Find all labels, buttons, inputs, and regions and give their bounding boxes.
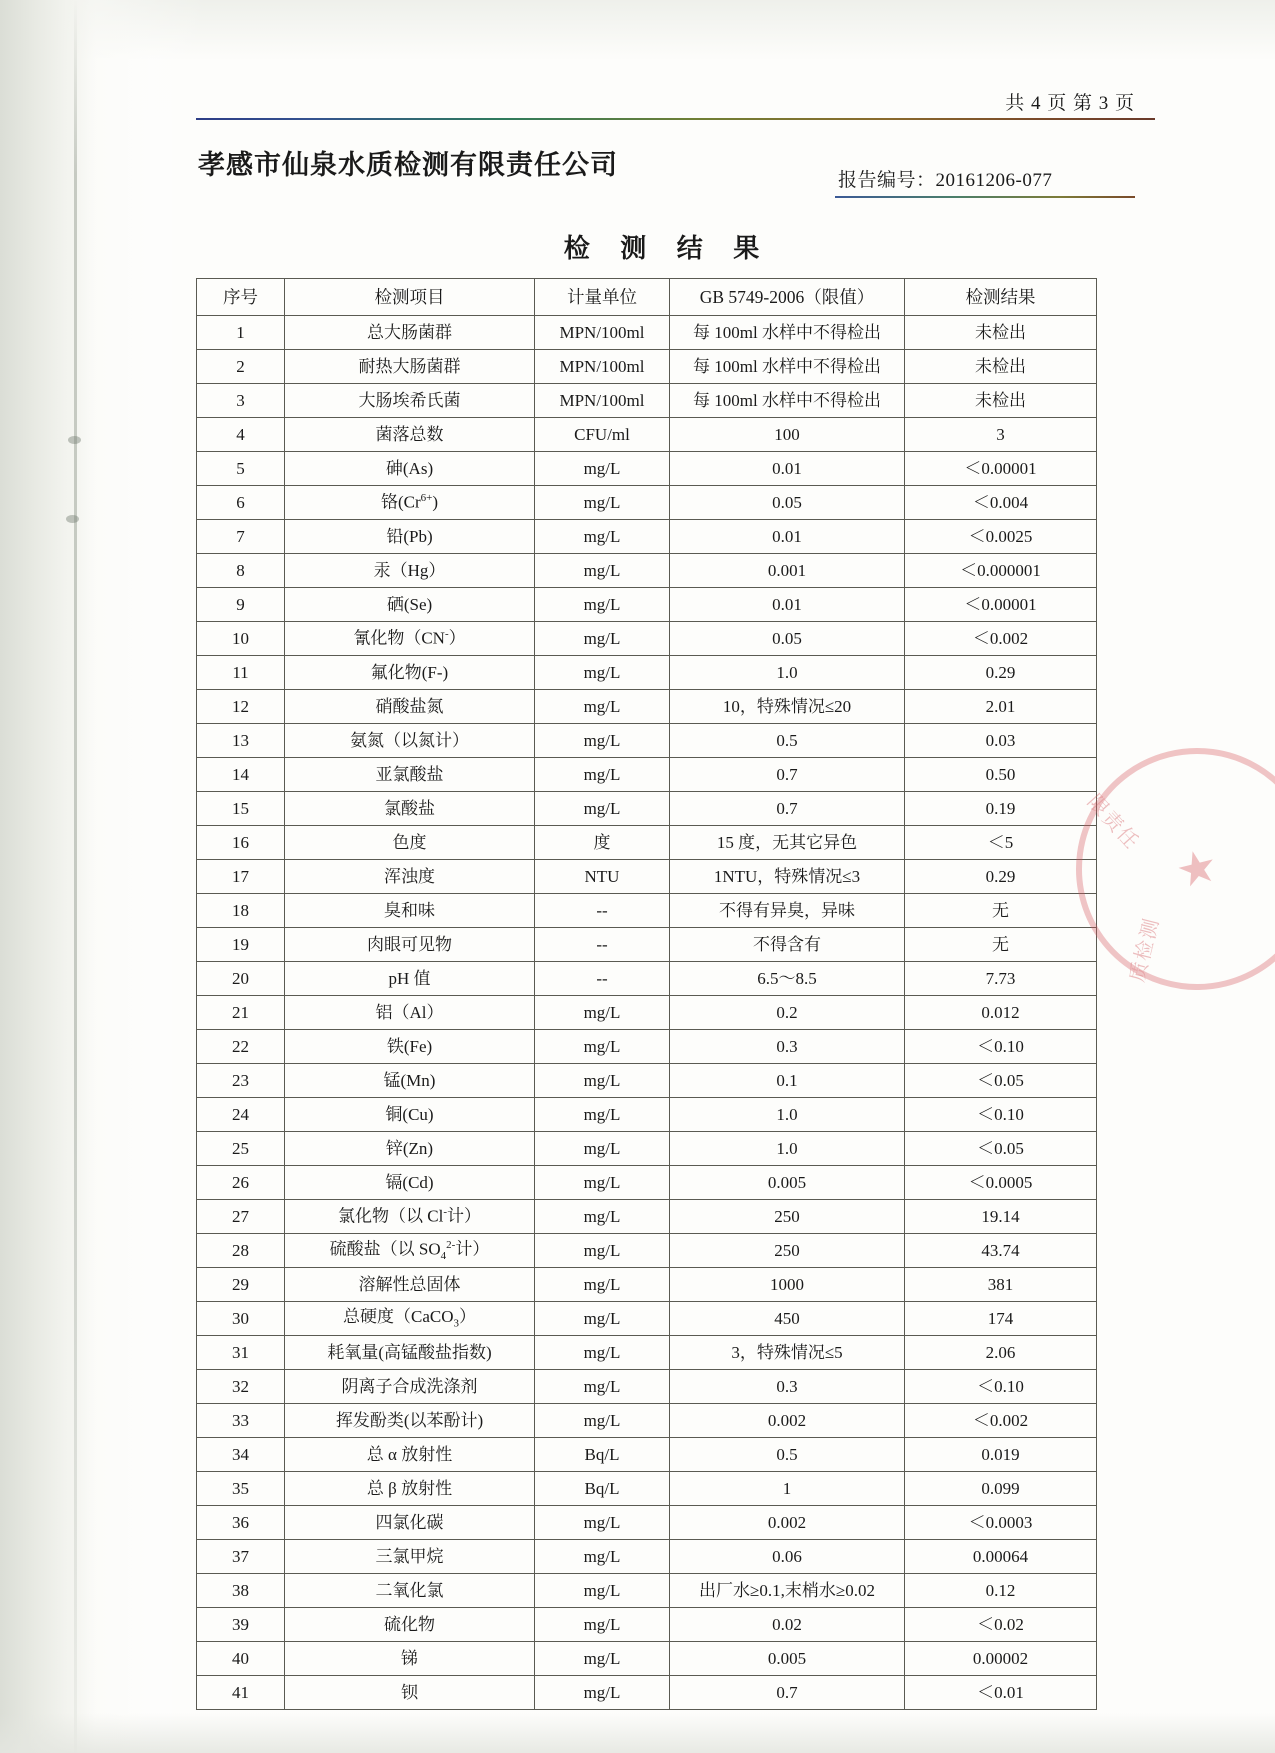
cell-unit: mg/L <box>535 1574 670 1608</box>
test-results-table <box>196 278 1097 1710</box>
table-row <box>197 724 1097 758</box>
table-row <box>197 1506 1097 1540</box>
cell-no: 28 <box>197 1234 285 1268</box>
cell-no: 40 <box>197 1642 285 1676</box>
cell-no: 35 <box>197 1472 285 1506</box>
cell-unit: mg/L <box>535 1132 670 1166</box>
scan-artifact-mark <box>68 436 81 444</box>
cell-item: 钡 <box>285 1676 535 1710</box>
cell-no: 14 <box>197 758 285 792</box>
cell-result: ＜0.002 <box>905 622 1097 656</box>
table-row <box>197 792 1097 826</box>
table-row <box>197 1166 1097 1200</box>
cell-item: 硫酸盐（以 $SO_4^{2-}$计） <box>285 1234 535 1268</box>
cell-item: 锌(Zn) <box>285 1132 535 1166</box>
cell-item: 氯酸盐 <box>285 792 535 826</box>
cell-result: ＜0.0003 <box>905 1506 1097 1540</box>
table-row <box>197 928 1097 962</box>
cell-unit: -- <box>535 962 670 996</box>
table-row <box>197 656 1097 690</box>
cell-item: 铬$(Cr^{6+})$ <box>285 486 535 520</box>
cell-unit: CFU/ml <box>535 418 670 452</box>
cell-item: 砷(As) <box>285 452 535 486</box>
table-row <box>197 1404 1097 1438</box>
cell-unit: mg/L <box>535 486 670 520</box>
cell-item: 铁(Fe) <box>285 1030 535 1064</box>
table-row <box>197 452 1097 486</box>
cell-result: 未检出 <box>905 384 1097 418</box>
table-row <box>197 894 1097 928</box>
cell-no: 21 <box>197 996 285 1030</box>
cell-unit: mg/L <box>535 1064 670 1098</box>
cell-no: 27 <box>197 1200 285 1234</box>
cell-no: 8 <box>197 554 285 588</box>
cell-result: 2.06 <box>905 1336 1097 1370</box>
cell-no: 19 <box>197 928 285 962</box>
cell-no: 30 <box>197 1302 285 1336</box>
cell-item: 耐热大肠菌群 <box>285 350 535 384</box>
cell-limit: 0.3 <box>670 1030 905 1064</box>
cell-result: 0.012 <box>905 996 1097 1030</box>
cell-limit: 1NTU，特殊情况≤3 <box>670 860 905 894</box>
cell-unit: mg/L <box>535 792 670 826</box>
cell-unit: mg/L <box>535 1302 670 1336</box>
stamp-star-icon: ★ <box>1170 838 1224 899</box>
cell-result: 0.29 <box>905 656 1097 690</box>
official-stamp <box>1070 740 1275 990</box>
cell-item: 硝酸盐氮 <box>285 690 535 724</box>
cell-no: 24 <box>197 1098 285 1132</box>
cell-unit: mg/L <box>535 996 670 1030</box>
cell-unit: mg/L <box>535 1404 670 1438</box>
cell-item: 溶解性总固体 <box>285 1268 535 1302</box>
cell-result: ＜0.004 <box>905 486 1097 520</box>
cell-unit: mg/L <box>535 1506 670 1540</box>
cell-result: 3 <box>905 418 1097 452</box>
cell-no: 37 <box>197 1540 285 1574</box>
table-row <box>197 996 1097 1030</box>
stamp-text-top: 限责任 <box>1082 790 1144 855</box>
cell-result: ＜0.000001 <box>905 554 1097 588</box>
table-row <box>197 554 1097 588</box>
cell-result: ＜0.0005 <box>905 1166 1097 1200</box>
cell-limit: 不得有异臭，异味 <box>670 894 905 928</box>
cell-unit: -- <box>535 928 670 962</box>
cell-item: 硫化物 <box>285 1608 535 1642</box>
cell-item: 色度 <box>285 826 535 860</box>
cell-limit: 0.05 <box>670 486 905 520</box>
cell-limit: 0.002 <box>670 1506 905 1540</box>
cell-result: 2.01 <box>905 690 1097 724</box>
report-number-rule <box>835 196 1135 198</box>
cell-limit: 10，特殊情况≤20 <box>670 690 905 724</box>
cell-no: 38 <box>197 1574 285 1608</box>
header-rule <box>196 118 1155 120</box>
cell-limit: 0.01 <box>670 588 905 622</box>
cell-item: 铅(Pb) <box>285 520 535 554</box>
cell-limit: 1 <box>670 1472 905 1506</box>
cell-result: 43.74 <box>905 1234 1097 1268</box>
cell-unit: mg/L <box>535 724 670 758</box>
cell-unit: mg/L <box>535 1098 670 1132</box>
stamp-text-bottom: 质检测 <box>1126 914 1164 985</box>
cell-no: 6 <box>197 486 285 520</box>
cell-result: 0.00002 <box>905 1642 1097 1676</box>
page-count-label: 共 4 页 第 3 页 <box>1005 93 1135 114</box>
cell-limit: 每 100ml 水样中不得检出 <box>670 350 905 384</box>
cell-item: 铝（Al） <box>285 996 535 1030</box>
column-header-limit: GB 5749-2006（限值） <box>670 279 905 316</box>
cell-no: 5 <box>197 452 285 486</box>
cell-limit: 1.0 <box>670 1098 905 1132</box>
cell-limit: 1000 <box>670 1268 905 1302</box>
cell-limit: 0.3 <box>670 1370 905 1404</box>
table-row <box>197 1336 1097 1370</box>
cell-item: 铜(Cu) <box>285 1098 535 1132</box>
cell-result: 无 <box>905 928 1097 962</box>
cell-unit: mg/L <box>535 622 670 656</box>
cell-no: 13 <box>197 724 285 758</box>
cell-unit: mg/L <box>535 1030 670 1064</box>
cell-result: ＜0.002 <box>905 1404 1097 1438</box>
cell-result: 未检出 <box>905 316 1097 350</box>
cell-limit: 0.002 <box>670 1404 905 1438</box>
cell-unit: 度 <box>535 826 670 860</box>
cell-result: 0.19 <box>905 792 1097 826</box>
cell-item: 氟化物(F-) <box>285 656 535 690</box>
cell-no: 33 <box>197 1404 285 1438</box>
cell-result: 7.73 <box>905 962 1097 996</box>
column-header-item: 检测项目 <box>285 279 535 316</box>
cell-result: 未检出 <box>905 350 1097 384</box>
table-row <box>197 1200 1097 1234</box>
cell-item: 耗氧量(高锰酸盐指数) <box>285 1336 535 1370</box>
cell-item: 三氯甲烷 <box>285 1540 535 1574</box>
cell-item: 总 α 放射性 <box>285 1438 535 1472</box>
cell-no: 23 <box>197 1064 285 1098</box>
cell-result: ＜0.0025 <box>905 520 1097 554</box>
cell-unit: MPN/100ml <box>535 350 670 384</box>
cell-item: 氰化物（CN-） <box>285 622 535 656</box>
table-row <box>197 1574 1097 1608</box>
cell-item: 锑 <box>285 1642 535 1676</box>
cell-unit: mg/L <box>535 452 670 486</box>
cell-item: 二氧化氯 <box>285 1574 535 1608</box>
cell-unit: -- <box>535 894 670 928</box>
page-title: 检 测 结 果 <box>563 234 772 263</box>
table-row <box>197 1064 1097 1098</box>
cell-limit: 0.02 <box>670 1608 905 1642</box>
table-row <box>197 1030 1097 1064</box>
cell-item: 总 β 放射性 <box>285 1472 535 1506</box>
table-row <box>197 418 1097 452</box>
cell-unit: mg/L <box>535 1608 670 1642</box>
cell-no: 36 <box>197 1506 285 1540</box>
cell-unit: mg/L <box>535 758 670 792</box>
cell-result: 0.29 <box>905 860 1097 894</box>
cell-unit: Bq/L <box>535 1472 670 1506</box>
cell-unit: mg/L <box>535 1676 670 1710</box>
cell-no: 4 <box>197 418 285 452</box>
cell-no: 31 <box>197 1336 285 1370</box>
cell-limit: 0.005 <box>670 1166 905 1200</box>
cell-unit: mg/L <box>535 1200 670 1234</box>
cell-item: 挥发酚类(以苯酚计) <box>285 1404 535 1438</box>
cell-unit: mg/L <box>535 656 670 690</box>
cell-item: 亚氯酸盐 <box>285 758 535 792</box>
cell-result: ＜0.10 <box>905 1098 1097 1132</box>
cell-item: 总大肠菌群 <box>285 316 535 350</box>
cell-unit: NTU <box>535 860 670 894</box>
cell-limit: 每 100ml 水样中不得检出 <box>670 384 905 418</box>
table-row <box>197 1302 1097 1336</box>
cell-no: 34 <box>197 1438 285 1472</box>
cell-item: 氯化物（以 Cl-计） <box>285 1200 535 1234</box>
cell-result: ＜0.01 <box>905 1676 1097 1710</box>
column-header-result: 检测结果 <box>905 279 1097 316</box>
cell-result: ＜0.00001 <box>905 588 1097 622</box>
cell-result: ＜5 <box>905 826 1097 860</box>
table-row <box>197 486 1097 520</box>
cell-limit: 0.7 <box>670 1676 905 1710</box>
cell-no: 32 <box>197 1370 285 1404</box>
cell-item: pH 值 <box>285 962 535 996</box>
cell-limit: 15 度，无其它异色 <box>670 826 905 860</box>
table-row <box>197 520 1097 554</box>
column-header-no: 序号 <box>197 279 285 316</box>
cell-no: 39 <box>197 1608 285 1642</box>
cell-no: 25 <box>197 1132 285 1166</box>
table-row <box>197 316 1097 350</box>
cell-item: 菌落总数 <box>285 418 535 452</box>
table-row <box>197 962 1097 996</box>
cell-unit: mg/L <box>535 1370 670 1404</box>
table-row <box>197 1472 1097 1506</box>
cell-item: 肉眼可见物 <box>285 928 535 962</box>
cell-limit: 0.7 <box>670 758 905 792</box>
table-row <box>197 622 1097 656</box>
cell-limit: 250 <box>670 1200 905 1234</box>
cell-unit: mg/L <box>535 554 670 588</box>
table-row <box>197 1540 1097 1574</box>
table-header-row <box>197 279 1097 316</box>
cell-result: 0.12 <box>905 1574 1097 1608</box>
cell-no: 17 <box>197 860 285 894</box>
cell-limit: 0.2 <box>670 996 905 1030</box>
scan-bottom-shadow <box>0 1713 1275 1753</box>
table-row <box>197 826 1097 860</box>
cell-limit: 0.05 <box>670 622 905 656</box>
cell-limit: 1.0 <box>670 656 905 690</box>
cell-limit: 0.01 <box>670 452 905 486</box>
cell-no: 9 <box>197 588 285 622</box>
cell-no: 41 <box>197 1676 285 1710</box>
cell-no: 26 <box>197 1166 285 1200</box>
table-row <box>197 1608 1097 1642</box>
cell-limit: 出厂水≥0.1,末梢水≥0.02 <box>670 1574 905 1608</box>
cell-result: 381 <box>905 1268 1097 1302</box>
cell-no: 7 <box>197 520 285 554</box>
cell-no: 20 <box>197 962 285 996</box>
cell-item: 硒(Se) <box>285 588 535 622</box>
cell-result: 0.00064 <box>905 1540 1097 1574</box>
cell-result: ＜0.05 <box>905 1064 1097 1098</box>
cell-item: 四氯化碳 <box>285 1506 535 1540</box>
cell-unit: mg/L <box>535 1642 670 1676</box>
cell-no: 10 <box>197 622 285 656</box>
cell-limit: 1.0 <box>670 1132 905 1166</box>
cell-item: 浑浊度 <box>285 860 535 894</box>
cell-limit: 0.01 <box>670 520 905 554</box>
table-row <box>197 1438 1097 1472</box>
cell-limit: 0.1 <box>670 1064 905 1098</box>
cell-limit: 100 <box>670 418 905 452</box>
cell-result: 0.019 <box>905 1438 1097 1472</box>
cell-result: 19.14 <box>905 1200 1097 1234</box>
cell-unit: MPN/100ml <box>535 316 670 350</box>
table-row <box>197 350 1097 384</box>
cell-result: 0.03 <box>905 724 1097 758</box>
cell-item: 氨氮（以氮计） <box>285 724 535 758</box>
cell-limit: 6.5～8.5 <box>670 962 905 996</box>
table-body <box>197 316 1097 1710</box>
cell-limit: 0.06 <box>670 1540 905 1574</box>
cell-item: 汞（Hg） <box>285 554 535 588</box>
cell-unit: mg/L <box>535 520 670 554</box>
report-number: 报告编号：20161206-077 <box>838 170 1053 191</box>
cell-no: 22 <box>197 1030 285 1064</box>
cell-item: 总硬度（CaCO$_3$） <box>285 1302 535 1336</box>
cell-limit: 3，特殊情况≤5 <box>670 1336 905 1370</box>
cell-result: ＜0.00001 <box>905 452 1097 486</box>
cell-result: 0.099 <box>905 1472 1097 1506</box>
table-row <box>197 384 1097 418</box>
cell-limit: 250 <box>670 1234 905 1268</box>
scan-artifact-mark <box>66 515 79 523</box>
cell-limit: 每 100ml 水样中不得检出 <box>670 316 905 350</box>
cell-no: 29 <box>197 1268 285 1302</box>
cell-unit: mg/L <box>535 588 670 622</box>
cell-result: ＜0.10 <box>905 1030 1097 1064</box>
cell-limit: 0.7 <box>670 792 905 826</box>
table-row <box>197 1676 1097 1710</box>
cell-item: 大肠埃希氏菌 <box>285 384 535 418</box>
cell-limit: 450 <box>670 1302 905 1336</box>
cell-limit: 0.005 <box>670 1642 905 1676</box>
cell-result: ＜0.10 <box>905 1370 1097 1404</box>
cell-unit: mg/L <box>535 690 670 724</box>
table-row <box>197 1642 1097 1676</box>
cell-result: 0.50 <box>905 758 1097 792</box>
cell-unit: MPN/100ml <box>535 384 670 418</box>
cell-result: ＜0.05 <box>905 1132 1097 1166</box>
cell-limit: 0.5 <box>670 724 905 758</box>
table-row <box>197 1132 1097 1166</box>
cell-no: 3 <box>197 384 285 418</box>
table-row <box>197 1234 1097 1268</box>
company-name: 孝感市仙泉水质检测有限责任公司 <box>198 150 618 180</box>
cell-item: 镉(Cd) <box>285 1166 535 1200</box>
cell-limit: 不得含有 <box>670 928 905 962</box>
cell-item: 臭和味 <box>285 894 535 928</box>
table-row <box>197 588 1097 622</box>
cell-unit: mg/L <box>535 1540 670 1574</box>
cell-no: 11 <box>197 656 285 690</box>
cell-limit: 0.5 <box>670 1438 905 1472</box>
table-row <box>197 1268 1097 1302</box>
cell-no: 15 <box>197 792 285 826</box>
table-row <box>197 1098 1097 1132</box>
cell-no: 12 <box>197 690 285 724</box>
table-row <box>197 1370 1097 1404</box>
cell-unit: mg/L <box>535 1268 670 1302</box>
cell-unit: mg/L <box>535 1336 670 1370</box>
cell-item: 阴离子合成洗涤剂 <box>285 1370 535 1404</box>
table-row <box>197 690 1097 724</box>
cell-no: 2 <box>197 350 285 384</box>
cell-unit: Bq/L <box>535 1438 670 1472</box>
cell-no: 16 <box>197 826 285 860</box>
cell-unit: mg/L <box>535 1234 670 1268</box>
cell-unit: mg/L <box>535 1166 670 1200</box>
cell-result: 无 <box>905 894 1097 928</box>
cell-no: 1 <box>197 316 285 350</box>
table-row <box>197 860 1097 894</box>
column-header-unit: 计量单位 <box>535 279 670 316</box>
table-row <box>197 758 1097 792</box>
cell-no: 18 <box>197 894 285 928</box>
cell-limit: 0.001 <box>670 554 905 588</box>
cell-result: ＜0.02 <box>905 1608 1097 1642</box>
cell-result: 174 <box>905 1302 1097 1336</box>
cell-item: 锰(Mn) <box>285 1064 535 1098</box>
